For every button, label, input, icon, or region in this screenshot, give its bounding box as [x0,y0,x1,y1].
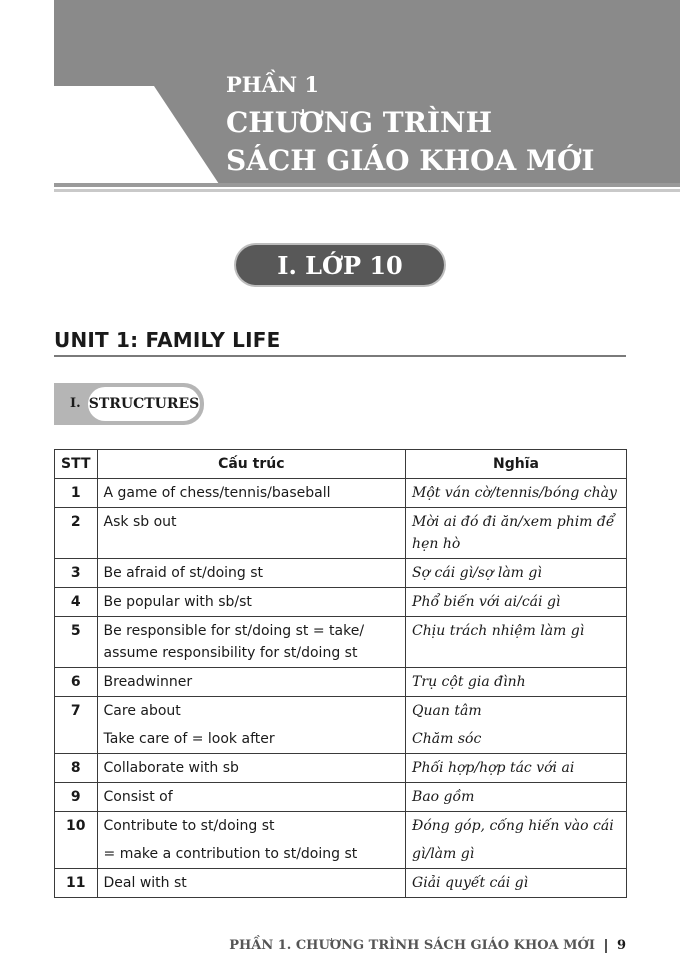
section-label: STRUCTURES [88,387,200,421]
meaning-text: Chịu trách nhiệm làm gì [412,623,585,639]
unit-divider [54,355,626,357]
structure-text: Take care of = look after [103,731,275,747]
meaning-text: Trụ cột gia đình [412,674,526,690]
table-row [55,783,627,812]
structure-cell [97,697,406,754]
meaning-cell [406,869,627,898]
structure-text: Be afraid of st/doing st [103,565,264,581]
row-number: 9 [55,783,98,812]
meaning-cell [406,668,627,697]
meaning-cell [406,559,627,588]
row-number: 10 [55,812,98,869]
row-number: 8 [55,754,98,783]
structure-cell [97,754,406,783]
structure-cell [97,869,406,898]
meaning-text: hẹn hò [412,536,461,552]
banner-heading [226,72,594,180]
meaning-text: Đóng góp, cống hiến vào cái [412,818,614,834]
part-title-line-2: SÁCH GIÁO KHOA MỚI [226,144,595,177]
table-row [55,479,627,508]
meaning-cell [406,812,627,869]
row-number: 3 [55,559,98,588]
structure-text: = make a contribution to st/doing st [103,846,358,862]
part-label: PHẦN 1 [226,72,320,97]
table-row [55,869,627,898]
table-row [55,754,627,783]
meaning-text: Phối hợp/hợp tác với ai [412,760,575,776]
meaning-text: gì/làm gì [412,846,475,862]
structures-table [54,449,627,898]
meaning-cell [406,783,627,812]
row-number: 4 [55,588,98,617]
meaning-text: Chăm sóc [412,731,482,747]
structure-text: Be popular with sb/st [103,594,252,610]
meaning-text: Một ván cờ/tennis/bóng chày [412,485,617,501]
structure-text: Collaborate with sb [103,760,239,776]
meaning-cell [406,508,627,559]
structure-cell [97,559,406,588]
meaning-cell [406,479,627,508]
meaning-cell [406,588,627,617]
header-meaning: Nghĩa [406,450,627,479]
row-number: 6 [55,668,98,697]
structure-text: Be responsible for st/doing st = take/ [103,623,365,639]
structure-text: Ask sb out [103,514,177,530]
structure-text: Contribute to st/doing st [103,818,275,834]
row-number: 2 [55,508,98,559]
header-structure: Cấu trúc [97,450,406,479]
structure-cell [97,812,406,869]
table-row [55,617,627,668]
grade-heading: I. LỚP 10 [236,245,444,285]
table-header-row [55,450,627,479]
row-number: 7 [55,697,98,754]
meaning-text: Phổ biến với ai/cái gì [412,594,561,610]
table-row [55,588,627,617]
structure-cell [97,588,406,617]
table-row [55,697,627,754]
banner-rule [54,183,680,187]
structure-text: assume responsibility for st/doing st [103,645,358,661]
part-title-line-1: CHƯƠNG TRÌNH [226,106,493,139]
row-number: 11 [55,869,98,898]
row-number: 5 [55,617,98,668]
structure-cell [97,617,406,668]
page-number: 9 [616,938,626,953]
meaning-cell [406,754,627,783]
row-number: 1 [55,479,98,508]
structure-text: Care about [103,703,181,719]
meaning-text: Bao gồm [412,789,475,805]
structure-text: A game of chess/tennis/baseball [103,485,331,501]
structure-cell [97,479,406,508]
meaning-text: Giải quyết cái gì [412,875,529,891]
meaning-text: Mời ai đó đi ăn/xem phim để [412,514,615,530]
footer-separator [605,939,607,953]
structure-text: Deal with st [103,875,187,891]
meaning-text: Quan tâm [412,703,482,719]
table-row [55,812,627,869]
meaning-text: Sợ cái gì/sợ làm gì [412,565,542,581]
table-row [55,559,627,588]
running-title: PHẦN 1. CHƯƠNG TRÌNH SÁCH GIÁO KHOA MỚI [229,938,595,953]
unit-title: UNIT 1: FAMILY LIFE [54,328,281,352]
table-row [55,508,627,559]
structure-cell [97,783,406,812]
structure-text: Breadwinner [103,674,193,690]
page-footer [229,938,626,953]
meaning-cell [406,617,627,668]
structure-cell [97,508,406,559]
section-number: I. [70,396,81,411]
banner-rule-light [54,189,680,192]
structure-text: Consist of [103,789,173,805]
table-row [55,668,627,697]
header-stt: STT [55,450,98,479]
meaning-cell [406,697,627,754]
structure-cell [97,668,406,697]
